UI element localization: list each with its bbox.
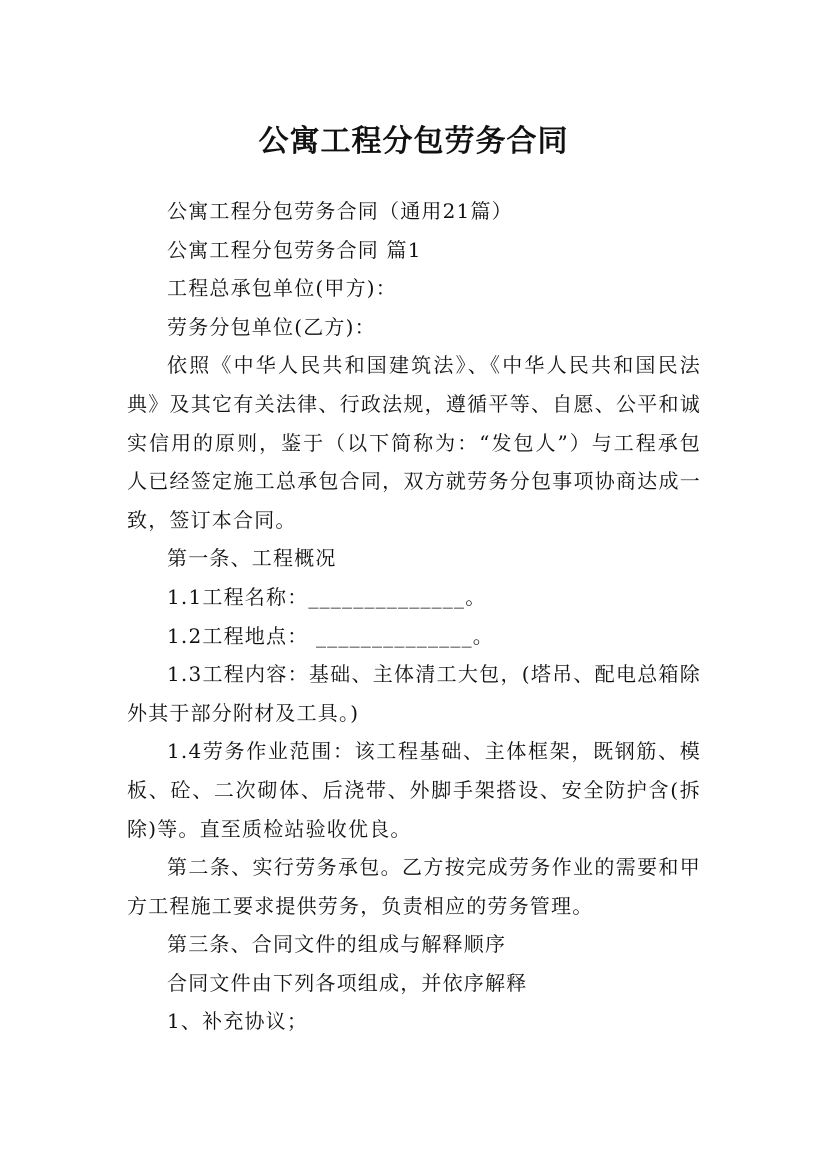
preamble-paragraph: 依照《中华人民共和国建筑法》、《中华人民共和国民法典》及其它有关法律、行政法规，遵循平等、自愿、公平和诚实信用的原则，鉴于（以下简称为：“发包人”）与工程承包人已经签定施工总承包合同，双方就劳务分包事项协商达成一致，签订本合同。 [127,353,701,532]
contract-documents-intro: 合同文件由下列各项组成，并依序解释 [167,970,528,995]
document-title: 公寓工程分包劳务合同 [258,124,569,160]
subtitle-paragraph: 公寓工程分包劳务合同（通用21篇） [167,199,513,223]
document-body [127,192,701,1041]
clause-1-4-work-scope: 1.4劳务作业范围：该工程基础、主体框架，既钢筋、模板、砼、二次砌体、后浇带、外脚手架搭设、安全防护含(拆除)等。直至质检站验收优良。 [127,739,701,841]
list-item-supplementary-agreement: 1、补充协议； [167,1009,309,1034]
article-3-heading: 第三条、合同文件的组成与解释顺序 [167,932,507,957]
article-1-heading: 第一条、工程概况 [167,546,337,571]
party-a-line: 工程总承包单位(甲方)： [167,276,398,301]
clause-1-3-project-content: 1.3工程内容：基础、主体清工大包，(塔吊、配电总箱除外其于部分附材及工具。) [127,662,701,725]
clause-1-1-project-name: 1.1工程名称：______________。 [167,584,487,609]
party-b-line: 劳务分包单位(乙方)： [167,314,376,339]
clause-1-2-project-location: 1.2工程地点： ______________。 [167,623,494,648]
section-heading-part-1: 公寓工程分包劳务合同 篇1 [167,237,422,262]
article-2-paragraph: 第二条、实行劳务承包。乙方按完成劳务作业的需要和甲方工程施工要求提供劳务，负责相应的劳务管理。 [127,855,701,918]
